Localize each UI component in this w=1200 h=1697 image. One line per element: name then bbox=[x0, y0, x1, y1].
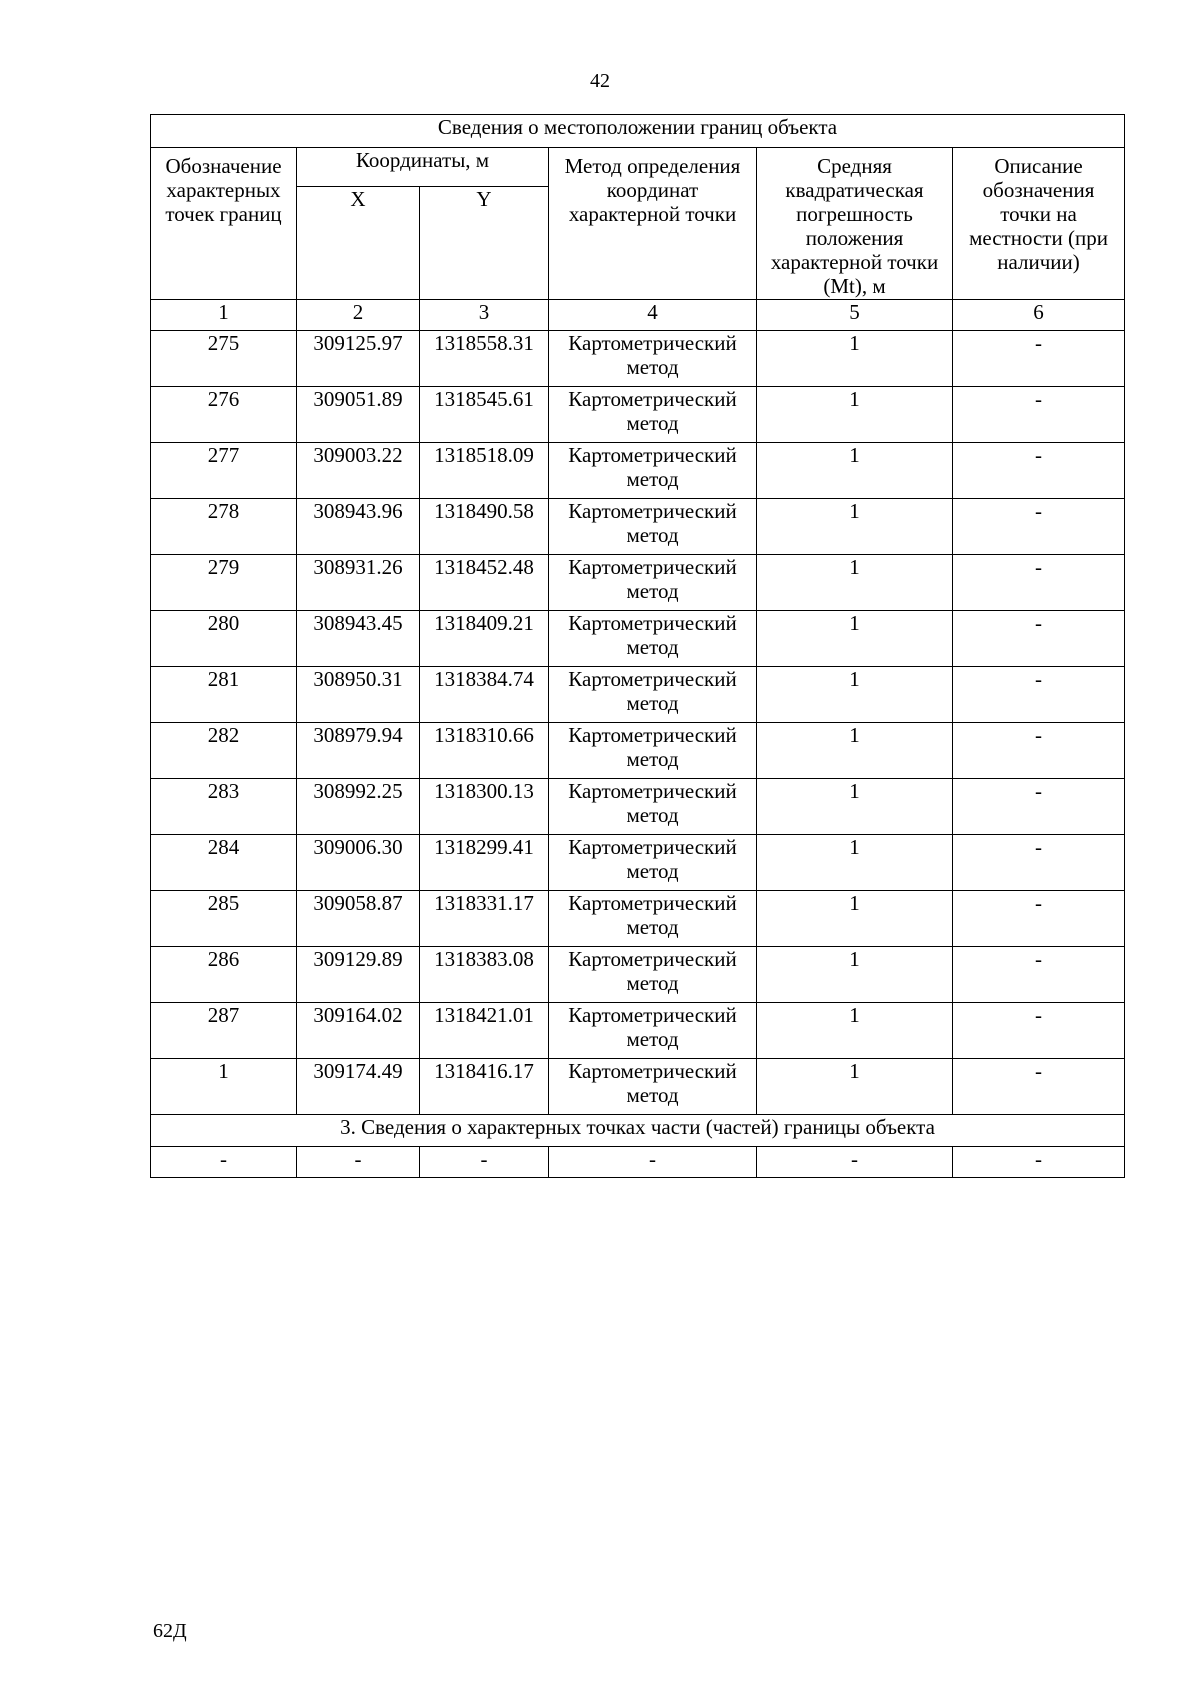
coordinate-y: 1318409.21 bbox=[420, 611, 549, 667]
description-cell: - bbox=[953, 499, 1125, 555]
coordinate-x: 309051.89 bbox=[297, 387, 420, 443]
coordinate-y: 1318331.17 bbox=[420, 891, 549, 947]
table-row bbox=[151, 779, 1125, 835]
coordinate-x: 309006.30 bbox=[297, 835, 420, 891]
table-row bbox=[151, 891, 1125, 947]
table-row bbox=[151, 611, 1125, 667]
description-cell: - bbox=[953, 611, 1125, 667]
coordinate-y: 1318384.74 bbox=[420, 667, 549, 723]
description-cell: - bbox=[953, 723, 1125, 779]
coordinate-y: 1318416.17 bbox=[420, 1059, 549, 1115]
coordinate-y: 1318490.58 bbox=[420, 499, 549, 555]
section-3-cell: - bbox=[757, 1147, 953, 1178]
point-designation: 281 bbox=[151, 667, 297, 723]
coordinate-x: 309129.89 bbox=[297, 947, 420, 1003]
table-row bbox=[151, 443, 1125, 499]
point-designation: 282 bbox=[151, 723, 297, 779]
mean-error-cell: 1 bbox=[757, 555, 953, 611]
table-row bbox=[151, 331, 1125, 387]
page-number: 42 bbox=[590, 70, 610, 92]
mean-error-cell: 1 bbox=[757, 779, 953, 835]
coordinate-x: 308992.25 bbox=[297, 779, 420, 835]
method-cell: Картометрический метод bbox=[549, 499, 757, 555]
description-cell: - bbox=[953, 387, 1125, 443]
coordinate-x: 308931.26 bbox=[297, 555, 420, 611]
method-cell: Картометрический метод bbox=[549, 947, 757, 1003]
method-cell: Картометрический метод bbox=[549, 1059, 757, 1115]
table-row bbox=[151, 499, 1125, 555]
coordinate-y: 1318310.66 bbox=[420, 723, 549, 779]
coordinate-y: 1318299.41 bbox=[420, 835, 549, 891]
section-3-cell: - bbox=[549, 1147, 757, 1178]
mean-error-cell: 1 bbox=[757, 835, 953, 891]
method-cell: Картометрический метод bbox=[549, 891, 757, 947]
point-designation: 286 bbox=[151, 947, 297, 1003]
coordinate-x: 308943.96 bbox=[297, 499, 420, 555]
point-designation: 283 bbox=[151, 779, 297, 835]
point-designation: 287 bbox=[151, 1003, 297, 1059]
coordinate-x: 309125.97 bbox=[297, 331, 420, 387]
description-cell: - bbox=[953, 667, 1125, 723]
column-number-row bbox=[151, 300, 1125, 331]
header-method: Метод определения координат характерной точки bbox=[549, 148, 757, 300]
point-designation: 276 bbox=[151, 387, 297, 443]
coordinate-y: 1318421.01 bbox=[420, 1003, 549, 1059]
coordinate-x: 308979.94 bbox=[297, 723, 420, 779]
coordinate-y: 1318518.09 bbox=[420, 443, 549, 499]
section-3-title: 3. Сведения о характерных точках части (частей) границы объекта bbox=[151, 1115, 1125, 1147]
point-designation: 280 bbox=[151, 611, 297, 667]
coordinate-y: 1318300.13 bbox=[420, 779, 549, 835]
column-number: 4 bbox=[549, 300, 757, 331]
table-row bbox=[151, 723, 1125, 779]
coordinate-y: 1318383.08 bbox=[420, 947, 549, 1003]
section-3-title-row bbox=[151, 1115, 1125, 1147]
column-number: 5 bbox=[757, 300, 953, 331]
method-cell: Картометрический метод bbox=[549, 835, 757, 891]
header-designation: Обозначение характерных точек границ bbox=[151, 148, 297, 300]
coordinate-x: 308950.31 bbox=[297, 667, 420, 723]
mean-error-cell: 1 bbox=[757, 1059, 953, 1115]
method-cell: Картометрический метод bbox=[549, 331, 757, 387]
mean-error-cell: 1 bbox=[757, 611, 953, 667]
description-cell: - bbox=[953, 331, 1125, 387]
method-cell: Картометрический метод bbox=[549, 779, 757, 835]
point-designation: 284 bbox=[151, 835, 297, 891]
header-mean-error: Средняя квадратическая погрешность положения характерной точки (Mt), м bbox=[757, 148, 953, 300]
footer-code: 62Д bbox=[153, 1620, 187, 1642]
point-designation: 285 bbox=[151, 891, 297, 947]
section-3-cell: - bbox=[953, 1147, 1125, 1178]
table-row bbox=[151, 947, 1125, 1003]
description-cell: - bbox=[953, 779, 1125, 835]
table-row bbox=[151, 555, 1125, 611]
column-number: 3 bbox=[420, 300, 549, 331]
header-coordinates: Координаты, м bbox=[297, 148, 549, 187]
mean-error-cell: 1 bbox=[757, 1003, 953, 1059]
coordinate-x: 308943.45 bbox=[297, 611, 420, 667]
mean-error-cell: 1 bbox=[757, 891, 953, 947]
description-cell: - bbox=[953, 1059, 1125, 1115]
description-cell: - bbox=[953, 1003, 1125, 1059]
point-designation: 277 bbox=[151, 443, 297, 499]
table-row bbox=[151, 835, 1125, 891]
coordinate-y: 1318558.31 bbox=[420, 331, 549, 387]
method-cell: Картометрический метод bbox=[549, 443, 757, 499]
description-cell: - bbox=[953, 835, 1125, 891]
method-cell: Картометрический метод bbox=[549, 611, 757, 667]
table-title: Сведения о местоположении границ объекта bbox=[151, 115, 1125, 148]
method-cell: Картометрический метод bbox=[549, 723, 757, 779]
mean-error-cell: 1 bbox=[757, 499, 953, 555]
coordinate-x: 309164.02 bbox=[297, 1003, 420, 1059]
point-designation: 279 bbox=[151, 555, 297, 611]
table-row bbox=[151, 387, 1125, 443]
description-cell: - bbox=[953, 947, 1125, 1003]
header-row-1 bbox=[151, 148, 1125, 187]
mean-error-cell: 1 bbox=[757, 667, 953, 723]
boundary-coordinates-table bbox=[150, 114, 1125, 1178]
mean-error-cell: 1 bbox=[757, 331, 953, 387]
section-3-cell: - bbox=[420, 1147, 549, 1178]
mean-error-cell: 1 bbox=[757, 947, 953, 1003]
coordinate-x: 309058.87 bbox=[297, 891, 420, 947]
method-cell: Картометрический метод bbox=[549, 667, 757, 723]
method-cell: Картометрический метод bbox=[549, 387, 757, 443]
table-title-row bbox=[151, 115, 1125, 148]
mean-error-cell: 1 bbox=[757, 387, 953, 443]
method-cell: Картометрический метод bbox=[549, 555, 757, 611]
section-3-cell: - bbox=[297, 1147, 420, 1178]
table-row bbox=[151, 667, 1125, 723]
method-cell: Картометрический метод bbox=[549, 1003, 757, 1059]
column-number: 1 bbox=[151, 300, 297, 331]
point-designation: 1 bbox=[151, 1059, 297, 1115]
section-3-cell: - bbox=[151, 1147, 297, 1178]
point-designation: 278 bbox=[151, 499, 297, 555]
description-cell: - bbox=[953, 443, 1125, 499]
table-row bbox=[151, 1059, 1125, 1115]
mean-error-cell: 1 bbox=[757, 723, 953, 779]
header-y: Y bbox=[420, 187, 549, 300]
header-description: Описание обозначения точки на местности (при наличии) bbox=[953, 148, 1125, 300]
coordinate-y: 1318452.48 bbox=[420, 555, 549, 611]
coordinate-y: 1318545.61 bbox=[420, 387, 549, 443]
description-cell: - bbox=[953, 891, 1125, 947]
column-number: 2 bbox=[297, 300, 420, 331]
point-designation: 275 bbox=[151, 331, 297, 387]
coordinate-x: 309174.49 bbox=[297, 1059, 420, 1115]
table-row bbox=[151, 1003, 1125, 1059]
column-number: 6 bbox=[953, 300, 1125, 331]
mean-error-cell: 1 bbox=[757, 443, 953, 499]
coordinate-x: 309003.22 bbox=[297, 443, 420, 499]
section-3-row bbox=[151, 1147, 1125, 1178]
description-cell: - bbox=[953, 555, 1125, 611]
header-x: X bbox=[297, 187, 420, 300]
